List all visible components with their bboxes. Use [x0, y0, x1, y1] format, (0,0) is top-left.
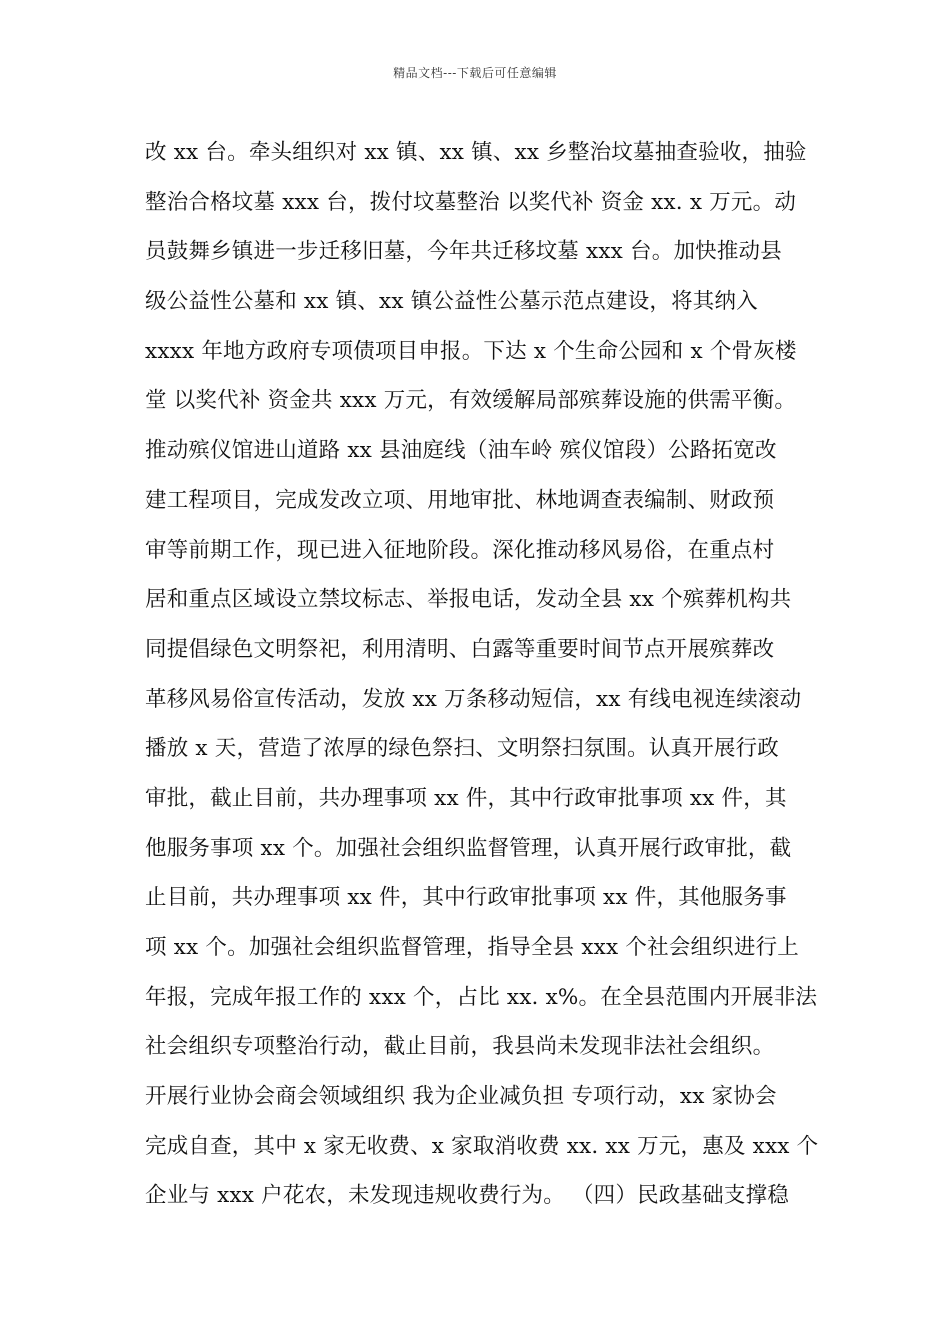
- text-line: 年报，完成年报工作的 xxx 个，占比 xx. x%。在全县范围内开展非法: [145, 984, 818, 1010]
- text-line: 审批，截止目前，共办理事项 xx 件，其中行政审批事项 xx 件，其: [145, 785, 787, 811]
- page-header: 精品文档---下载后可任意编辑: [393, 66, 557, 80]
- text-line: 项 xx 个。加强社会组织监督管理，指导全县 xxx 个社会组织进行上: [145, 935, 799, 960]
- text-line: 开展行业协会商会领域组织 我为企业减负担 专项行动，xx 家协会: [145, 1084, 777, 1110]
- text-line: 革移风易俗宣传活动，发放 xx 万条移动短信，xx 有线电视连续滚动: [145, 686, 802, 712]
- text-line: 推动殡仪馆进山道路 xx 县油庭线（油车岭 殡仪馆段）公路拓宽改: [145, 438, 777, 464]
- text-line: 级公益性公墓和 xx 镇、xx 镇公益性公墓示范点建设，将其纳入: [145, 289, 758, 315]
- text-line: 堂 以奖代补 资金共 xxx 万元，有效缓解局部殡葬设施的供需平衡。: [145, 388, 797, 414]
- text-line: xxxx 年地方政府专项债项目申报。下达 x 个生命公园和 x 个骨灰楼: [145, 338, 797, 364]
- text-line: 止目前，共办理事项 xx 件，其中行政审批事项 xx 件，其他服务事: [145, 885, 787, 911]
- text-line: 同提倡绿色文明祭祀，利用清明、白露等重要时间节点开展殡葬改: [145, 636, 775, 662]
- text-line: 改 xx 台。牵头组织对 xx 镇、xx 镇、xx 乡整治坟墓抽查验收，抽验: [145, 140, 807, 165]
- text-line: 播放 x 天，营造了浓厚的绿色祭扫、文明祭扫氛围。认真开展行政: [145, 736, 779, 762]
- text-line: 员鼓舞乡镇进一步迁移旧墓，今年共迁移坟墓 xxx 台。加快推动县: [145, 239, 782, 265]
- text-line: 审等前期工作，现已进入征地阶段。深化推动移风易俗，在重点村: [145, 537, 775, 563]
- text-line: 建工程项目，完成发改立项、用地审批、林地调查表编制、财政预: [145, 487, 775, 513]
- document-body: [145, 128, 825, 1221]
- text-line: 社会组织专项整治行动，截止目前，我县尚未发现非法社会组织。: [145, 1034, 775, 1060]
- text-line: 完成自查，其中 x 家无收费、x 家取消收费 xx. xx 万元，惠及 xxx 个: [145, 1133, 819, 1159]
- text-line: 整治合格坟墓 xxx 台，拨付坟墓整治 以奖代补 资金 xx. x 万元。动: [145, 189, 797, 215]
- text-line: 居和重点区域设立禁坟标志、举报电话，发动全县 xx 个殡葬机构共: [145, 587, 792, 613]
- text-line: 他服务事项 xx 个。加强社会组织监督管理，认真开展行政审批，截: [145, 835, 792, 861]
- text-line: 企业与 xxx 户花农，未发现违规收费行为。 （四）民政基础支撑稳: [145, 1183, 789, 1209]
